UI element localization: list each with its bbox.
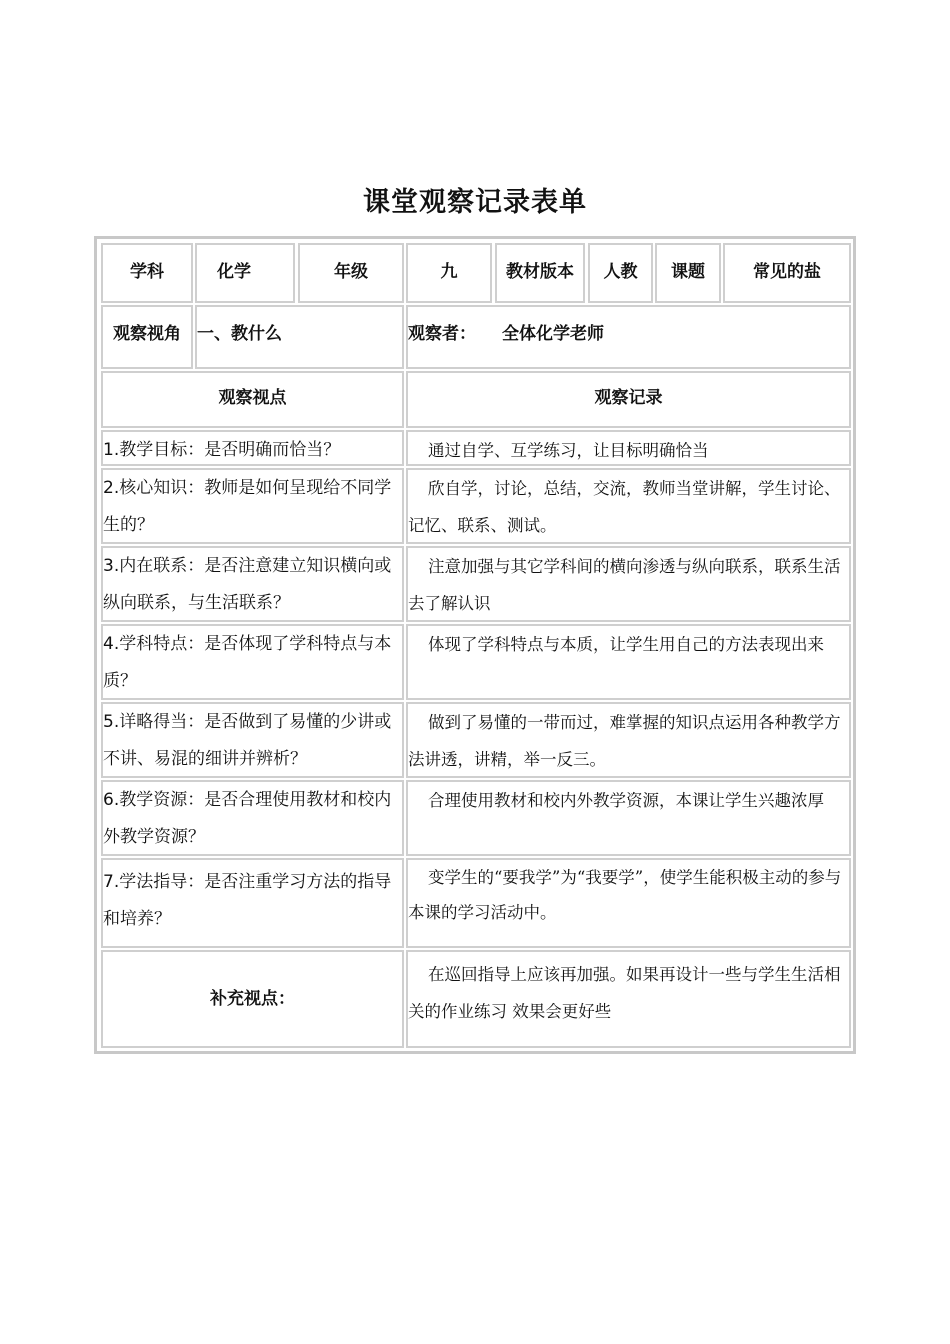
topic-value: 常见的盐 [723,243,851,303]
supplement-record: 在巡回指导上应该再加强。如果再设计一些与学生生活相关的作业练习 效果会更好些 [406,950,851,1048]
subject-value: 化学 [195,243,295,303]
observation-table [94,236,856,1054]
column-head-record: 观察记录 [406,371,851,428]
subject-label: 学科 [101,243,193,303]
row-4-record: 体现了学科特点与本质，让学生用自己的方法表现出来 [406,624,851,700]
column-head-point: 观察视点 [101,371,404,428]
observer-label: 观察者： [408,324,476,344]
row-2-record: 欣自学，讨论，总结，交流，教师当堂讲解，学生讨论、记忆、联系、测试。 [406,468,851,544]
row-6-record: 合理使用教材和校内外教学资源，本课让学生兴趣浓厚 [406,780,851,856]
edition-value: 人教 [588,243,653,303]
row-3-point: 3.内在联系：是否注意建立知识横向或纵向联系，与生活联系？ [101,546,404,622]
page-title: 课堂观察记录表单 [363,187,587,218]
row-3-record: 注意加强与其它学科间的横向渗透与纵向联系，联系生活去了解认识 [406,546,851,622]
observer-value: 全体化学老师 [502,324,604,344]
grade-label: 年级 [298,243,404,303]
row-6-point: 6.教学资源：是否合理使用教材和校内外教学资源？ [101,780,404,856]
supplement-label: 补充视点： [101,950,404,1048]
observer-cell [406,305,851,369]
row-5-record: 做到了易懂的一带而过，难掌握的知识点运用各种教学方法讲透，讲精，举一反三。 [406,702,851,778]
row-2-point: 2.核心知识：教师是如何呈现给不同学生的？ [101,468,404,544]
row-4-point: 4.学科特点：是否体现了学科特点与本质？ [101,624,404,700]
row-5-point: 5.详略得当：是否做到了易懂的少讲或不讲、易混的细讲并辨析？ [101,702,404,778]
edition-label: 教材版本 [495,243,585,303]
grade-value: 九 [406,243,492,303]
row-1-point: 1.教学目标：是否明确而恰当？ [101,430,404,466]
perspective-value: 一、教什么 [195,305,404,369]
topic-label: 课题 [655,243,721,303]
row-7-record: 变学生的“要我学”为“我要学”，使学生能积极主动的参与本课的学习活动中。 [406,858,851,948]
row-7-point: 7.学法指导：是否注重学习方法的指导和培养？ [101,858,404,948]
perspective-label: 观察视角 [101,305,193,369]
row-1-record: 通过自学、互学练习，让目标明确恰当 [406,430,851,466]
